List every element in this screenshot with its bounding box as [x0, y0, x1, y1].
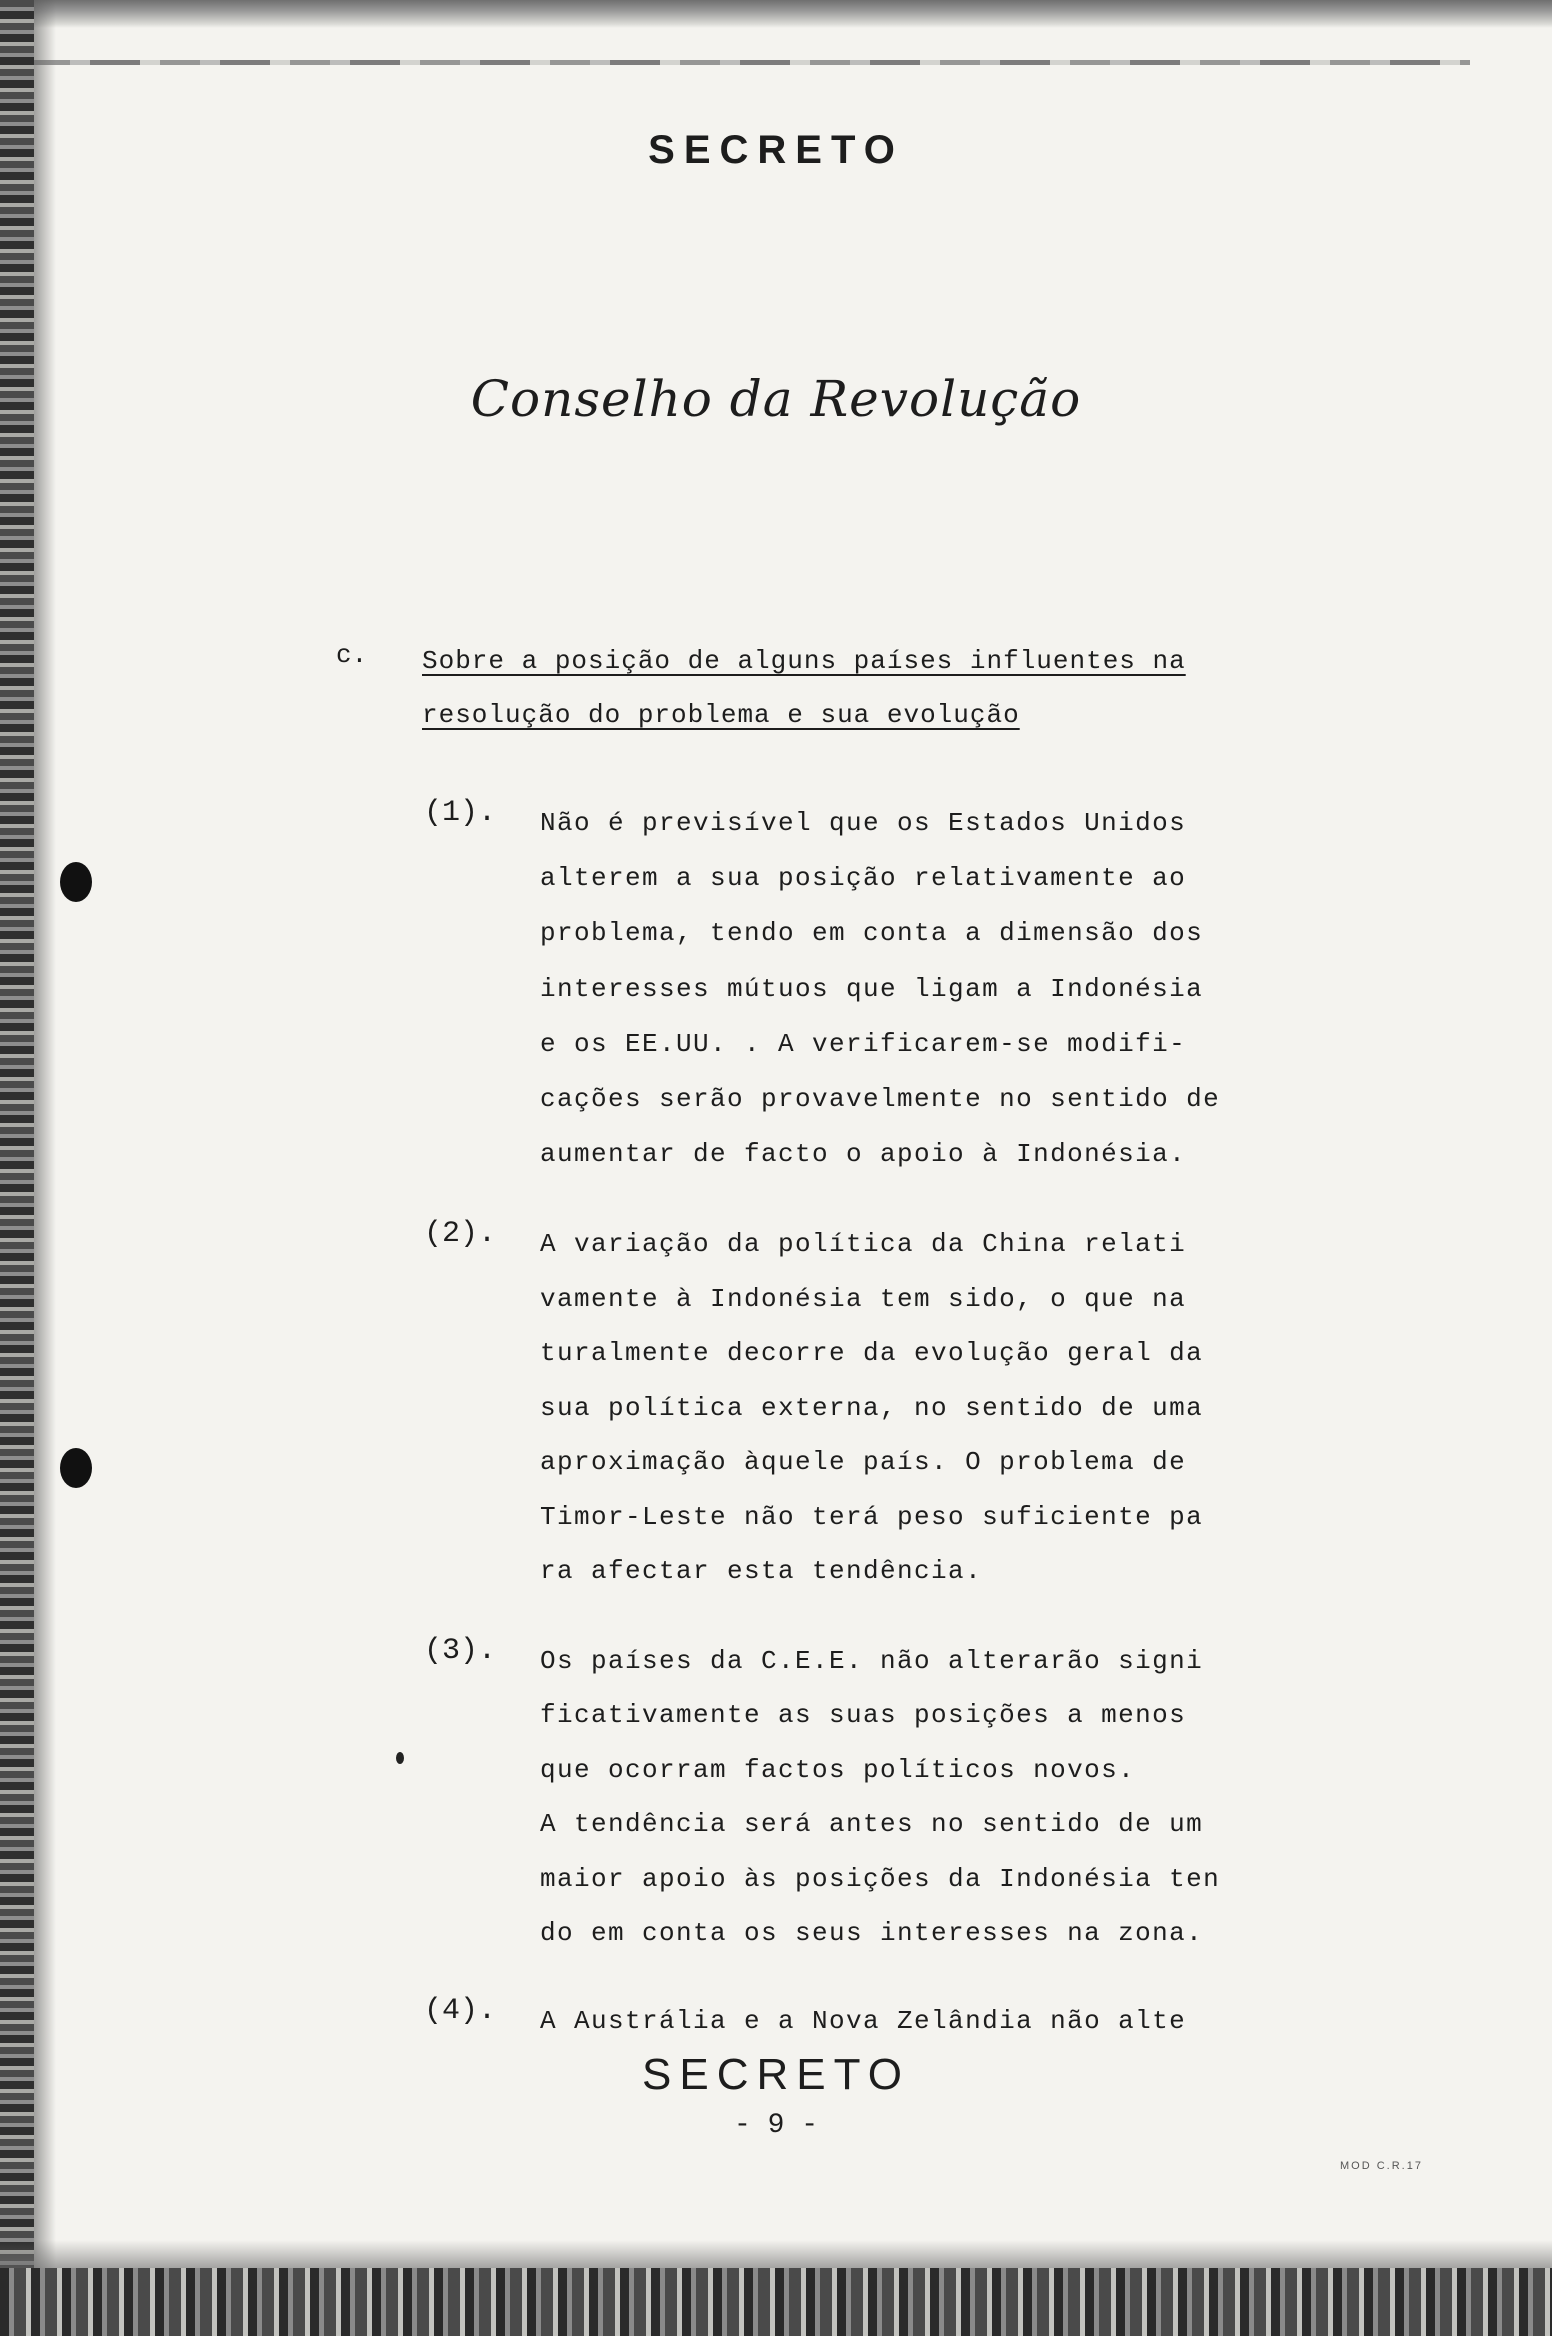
section-title-line: resolução do problema e sua evolução [422, 700, 1020, 730]
text-line: ra afectar esta tendência. [540, 1556, 983, 1586]
text-line: e os EE.UU. . A verificarem-se modifi- [540, 1028, 1187, 1059]
section-marker: c. [336, 640, 368, 670]
text-line: A tendência será antes no sentido de um [540, 1809, 1204, 1840]
letterhead-title: Conselho da Revolução [470, 370, 1082, 428]
paragraph-number: (1). [424, 796, 497, 830]
form-code: MOD C.R.17 [1340, 2160, 1423, 2172]
text-line: Os países da C.E.E. não alterarão signi [540, 1646, 1204, 1676]
text-line: maior apoio às posições da Indonésia ten [540, 1863, 1221, 1894]
classification-footer: SECRETO [642, 2050, 910, 2099]
section-title [422, 634, 1186, 742]
paragraph-text [540, 1994, 1360, 2048]
paragraph-text [540, 796, 1360, 1182]
text-line: vamente à Indonésia tem sido, o que na [540, 1283, 1187, 1314]
scan-artifact-line [30, 60, 1470, 65]
scan-edge-bottom-shadow [0, 2240, 1552, 2268]
classification-header: SECRETO [648, 128, 904, 172]
text-line: sua política externa, no sentido de uma [540, 1392, 1204, 1423]
text-line: turalmente decorre da evolução geral da [540, 1338, 1204, 1368]
punch-hole [60, 1448, 92, 1488]
text-line: Timor-Leste não terá peso suficiente pa [540, 1501, 1204, 1532]
text-line: problema, tendo em conta a dimensão dos [540, 918, 1204, 949]
page-number: - 9 - [733, 2110, 818, 2141]
scan-edge-left-shadow [34, 0, 56, 2336]
text-line: aumentar de facto o apoio à Indonésia. [540, 1139, 1187, 1170]
paragraph-number: (4). [424, 1994, 497, 2028]
punch-hole [60, 862, 92, 902]
text-line: aproximação àquele país. O problema de [540, 1447, 1187, 1477]
text-line: alterem a sua posição relativamente ao [540, 863, 1187, 894]
paragraph-number: (2). [424, 1217, 497, 1251]
text-line: A variação da política da China relati [540, 1229, 1187, 1259]
scan-edge-left [0, 0, 34, 2336]
paragraph-number: (3). [424, 1634, 497, 1668]
paragraph-text [540, 1217, 1360, 1599]
paragraph-text [540, 1634, 1360, 1960]
text-line: interesses mútuos que ligam a Indonésia [540, 973, 1204, 1004]
scan-edge-bottom [0, 2268, 1552, 2336]
text-line: do em conta os seus interesses na zona. [540, 1918, 1204, 1949]
text-line: ficativamente as suas posições a menos [540, 1700, 1187, 1731]
text-line: que ocorram factos políticos novos. [540, 1754, 1136, 1785]
text-line: A Austrália e a Nova Zelândia não alte [540, 2006, 1187, 2036]
text-line: cações serão provavelmente no sentido de [540, 1084, 1221, 1115]
scan-edge-top [0, 0, 1552, 28]
ink-speck [396, 1752, 404, 1764]
section-title-line: Sobre a posição de alguns países influentes na [422, 646, 1186, 676]
text-line: Não é previsível que os Estados Unidos [540, 808, 1187, 838]
